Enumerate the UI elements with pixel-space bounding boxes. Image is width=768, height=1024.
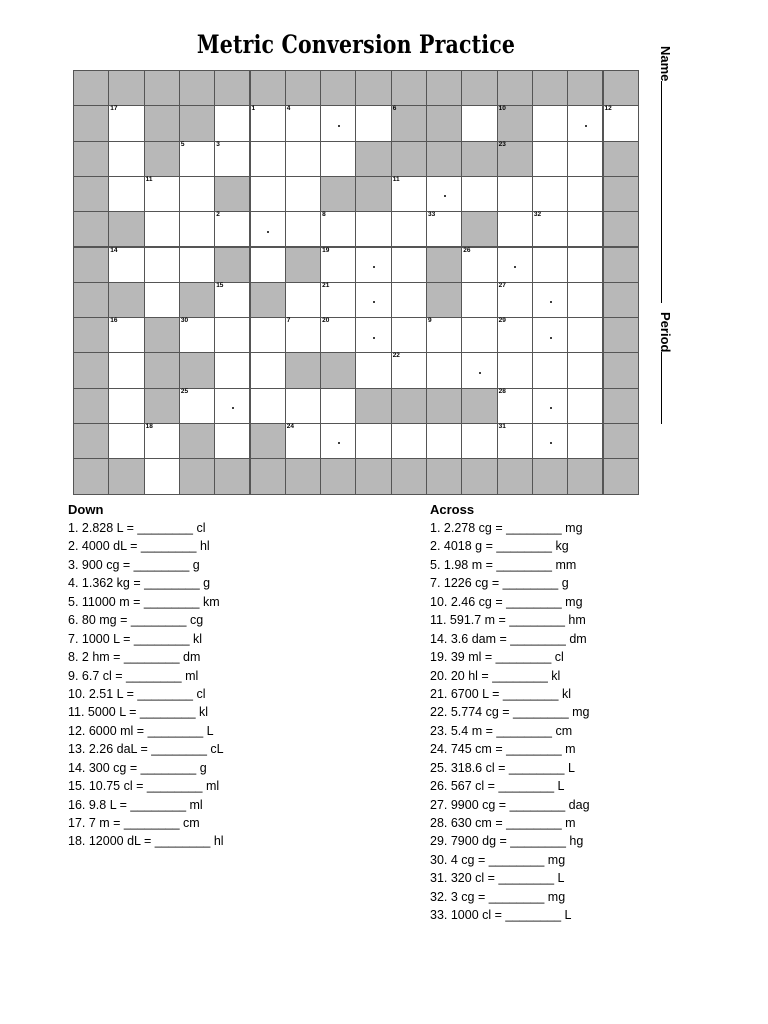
across-clue: 27. 9900 cg = ________ dag (430, 797, 590, 812)
clue-number: 1 (251, 105, 256, 113)
grid-cell-blocked (355, 388, 391, 424)
grid-cell-open[interactable] (144, 423, 180, 459)
grid-cell-blocked (214, 176, 250, 212)
grid-cell-blocked (73, 458, 109, 494)
grid-cell-blocked (179, 105, 215, 141)
clue-number: 27 (498, 281, 506, 289)
decimal-point (550, 301, 552, 303)
grid-cell-open[interactable] (214, 105, 250, 141)
down-clue: 10. 2.51 L = ________ cl (68, 686, 206, 701)
across-clue: 24. 745 cm = ________ m (430, 742, 576, 757)
grid-cell-blocked (603, 423, 639, 459)
clue-number: 28 (498, 387, 506, 395)
grid-cell-open[interactable] (426, 211, 462, 247)
grid-cell-open[interactable] (250, 352, 286, 388)
grid-cell-blocked (320, 176, 356, 212)
down-clue: 13. 2.26 daL = ________ cL (68, 742, 224, 757)
grid-cell-open[interactable] (320, 388, 356, 424)
down-clue: 5. 11000 m = ________ km (68, 594, 220, 609)
period-field[interactable] (658, 312, 673, 424)
grid-cell-open[interactable] (567, 282, 603, 318)
grid-cell-blocked (497, 105, 533, 141)
grid-cell-blocked (532, 70, 568, 106)
clue-number: 32 (533, 211, 542, 219)
grid-cell-blocked (285, 458, 321, 494)
grid-cell-blocked (567, 458, 603, 494)
across-clue: 7. 1226 cg = ________ g (430, 576, 569, 591)
clue-number: 11 (145, 175, 153, 183)
grid-cell-blocked (391, 105, 427, 141)
grid-cell-blocked (108, 282, 144, 318)
grid-cell-open[interactable] (497, 211, 533, 247)
grid-cell-open[interactable] (108, 317, 144, 353)
grid-cell-open[interactable] (567, 211, 603, 247)
down-clue: 2. 4000 dL = ________ hl (68, 539, 210, 554)
clue-number: 2 (216, 211, 220, 219)
across-clue-list (430, 519, 590, 925)
grid-cell-open[interactable] (214, 211, 250, 247)
grid-cell-open[interactable] (532, 423, 568, 459)
grid-cell-open[interactable] (285, 388, 321, 424)
grid-cell-blocked (603, 247, 639, 283)
grid-cell-blocked (214, 247, 250, 283)
grid-cell-open[interactable] (355, 105, 391, 141)
clue-number: 10 (498, 105, 506, 113)
across-clue: 19. 39 ml = ________ cl (430, 650, 564, 665)
across-clue: 5. 1.98 m = ________ mm (430, 557, 577, 572)
across-clue: 22. 5.774 cg = ________ mg (430, 705, 590, 720)
grid-cell-open[interactable] (214, 423, 250, 459)
clue-number: 7 (286, 317, 291, 325)
clue-number: 11 (392, 175, 400, 183)
grid-cell-blocked (497, 458, 533, 494)
grid-cell-blocked (144, 105, 180, 141)
across-clue: 11. 591.7 m = ________ hm (430, 613, 586, 628)
clue-number: 6 (392, 105, 397, 113)
grid-cell-blocked (426, 70, 462, 106)
grid-cell-open[interactable] (250, 211, 286, 247)
grid-cell-open[interactable] (532, 247, 568, 283)
clue-number: 15 (216, 281, 224, 289)
down-clue: 14. 300 cg = ________ g (68, 760, 207, 775)
grid-cell-blocked (214, 458, 250, 494)
grid-cell-blocked (426, 458, 462, 494)
grid-cell-open[interactable] (108, 352, 144, 388)
grid-cell-open[interactable] (461, 282, 497, 318)
decimal-point (338, 442, 340, 444)
grid-cell-open[interactable] (179, 141, 215, 177)
grid-cell-blocked (426, 105, 462, 141)
grid-cell-blocked (250, 282, 286, 318)
clue-number: 23 (498, 140, 506, 148)
grid-cell-blocked (144, 352, 180, 388)
grid-cell-open[interactable] (320, 211, 356, 247)
grid-cell-blocked (426, 141, 462, 177)
grid-cell-blocked (179, 70, 215, 106)
grid-cell-open[interactable] (179, 388, 215, 424)
grid-cell-blocked (73, 352, 109, 388)
grid-cell-blocked (214, 70, 250, 106)
down-clue: 4. 1.362 kg = ________ g (68, 576, 211, 591)
grid-cell-blocked (603, 388, 639, 424)
grid-cell-open[interactable] (461, 423, 497, 459)
decimal-point (550, 442, 552, 444)
decimal-point (267, 231, 269, 233)
clue-number: 4 (286, 105, 291, 113)
period-label: Period (658, 312, 673, 353)
grid-cell-blocked (391, 141, 427, 177)
grid-cell-open[interactable] (532, 388, 568, 424)
grid-cell-blocked (285, 352, 321, 388)
grid-cell-open[interactable] (179, 211, 215, 247)
grid-cell-open[interactable] (179, 317, 215, 353)
grid-cell-open[interactable] (497, 317, 533, 353)
grid-cell-blocked (73, 176, 109, 212)
grid-cell-blocked (108, 70, 144, 106)
across-clue: 2. 4018 g = ________ kg (430, 539, 569, 554)
grid-cell-open[interactable] (108, 176, 144, 212)
across-clue: 10. 2.46 cg = ________ mg (430, 594, 583, 609)
grid-cell-open[interactable] (391, 282, 427, 318)
grid-cell-blocked (603, 176, 639, 212)
grid-cell-open[interactable] (285, 423, 321, 459)
grid-cell-blocked (179, 423, 215, 459)
grid-cell-open[interactable] (320, 105, 356, 141)
decimal-point (232, 407, 234, 409)
grid-cell-open[interactable] (391, 211, 427, 247)
grid-cell-open[interactable] (214, 352, 250, 388)
grid-cell-open[interactable] (320, 247, 356, 283)
grid-cell-open[interactable] (497, 388, 533, 424)
grid-cell-blocked (250, 458, 286, 494)
down-clue: 6. 80 mg = ________ cg (68, 613, 204, 628)
grid-cell-open[interactable] (179, 247, 215, 283)
down-clue: 12. 6000 ml = ________ L (68, 723, 214, 738)
down-heading: Down (68, 502, 104, 517)
grid-cell-blocked (461, 458, 497, 494)
across-clue: 29. 7900 dg = ________ hg (430, 834, 584, 849)
grid-cell-open[interactable] (285, 317, 321, 353)
grid-cell-blocked (144, 141, 180, 177)
grid-cell-blocked (355, 141, 391, 177)
down-clue: 16. 9.8 L = ________ ml (68, 797, 203, 812)
grid-cell-open[interactable] (250, 388, 286, 424)
grid-cell-blocked (144, 317, 180, 353)
across-clue: 14. 3.6 dam = ________ dm (430, 631, 587, 646)
grid-cell-blocked (179, 458, 215, 494)
name-label: Name (658, 46, 673, 82)
decimal-point (550, 337, 552, 339)
down-clue: 3. 900 cg = ________ g (68, 557, 200, 572)
grid-cell-blocked (73, 317, 109, 353)
grid-cell-open[interactable] (355, 211, 391, 247)
grid-cell-open[interactable] (144, 247, 180, 283)
grid-cell-blocked (426, 282, 462, 318)
grid-cell-open[interactable] (391, 352, 427, 388)
clue-number: 18 (145, 423, 153, 430)
grid-cell-open[interactable] (567, 388, 603, 424)
grid-cell-blocked (461, 211, 497, 247)
clue-number: 25 (180, 387, 189, 395)
across-clue: 1. 2.278 cg = ________ mg (430, 521, 583, 535)
clue-number: 20 (322, 317, 330, 325)
grid-cell-open[interactable] (285, 105, 321, 141)
grid-cell-blocked (108, 211, 144, 247)
grid-cell-blocked (426, 388, 462, 424)
grid-cell-open[interactable] (497, 282, 533, 318)
grid-cell-blocked (320, 352, 356, 388)
grid-cell-open[interactable] (250, 105, 286, 141)
across-clue: 33. 1000 cl = ________ L (430, 908, 572, 923)
grid-cell-blocked (497, 70, 533, 106)
across-clue: 25. 318.6 cl = ________ L (430, 760, 575, 775)
grid-cell-open[interactable] (144, 176, 180, 212)
grid-cell-open[interactable] (567, 105, 603, 141)
clue-number: 12 (604, 105, 612, 113)
grid-cell-blocked (285, 247, 321, 283)
grid-cell-blocked (73, 282, 109, 318)
grid-cell-blocked (73, 105, 109, 141)
down-clue: 7. 1000 L = ________ kl (68, 631, 203, 646)
grid-cell-blocked (391, 70, 427, 106)
grid-cell-open[interactable] (355, 282, 391, 318)
grid-cell-open[interactable] (532, 282, 568, 318)
grid-cell-blocked (73, 388, 109, 424)
grid-cell-open[interactable] (532, 352, 568, 388)
decimal-point (373, 301, 375, 303)
decimal-point (444, 195, 446, 197)
grid-cell-open[interactable] (567, 352, 603, 388)
grid-cell-open[interactable] (214, 282, 250, 318)
crossword-grid (73, 70, 638, 494)
name-field[interactable] (658, 46, 673, 303)
clue-number: 30 (180, 317, 189, 325)
grid-cell-open[interactable] (214, 141, 250, 177)
grid-cell-open[interactable] (461, 247, 497, 283)
grid-cell-open[interactable] (108, 105, 144, 141)
grid-cell-open[interactable] (426, 176, 462, 212)
grid-cell-blocked (567, 70, 603, 106)
clue-number: 17 (110, 105, 118, 113)
grid-cell-open[interactable] (320, 317, 356, 353)
grid-cell-blocked (461, 141, 497, 177)
grid-cell-open[interactable] (567, 247, 603, 283)
grid-cell-open[interactable] (144, 282, 180, 318)
clue-number: 5 (180, 140, 185, 148)
clue-number: 24 (286, 423, 295, 430)
grid-cell-open[interactable] (285, 282, 321, 318)
grid-cell-open[interactable] (497, 352, 533, 388)
grid-cell-open[interactable] (250, 247, 286, 283)
grid-cell-open[interactable] (391, 317, 427, 353)
grid-cell-blocked (250, 70, 286, 106)
grid-cell-blocked (426, 247, 462, 283)
grid-cell-open[interactable] (108, 141, 144, 177)
clue-number: 22 (392, 352, 400, 360)
grid-cell-open[interactable] (461, 176, 497, 212)
grid-cell-open[interactable] (461, 352, 497, 388)
grid-cell-blocked (391, 458, 427, 494)
clue-number: 16 (110, 317, 118, 325)
across-clue: 31. 320 cl = ________ L (430, 871, 565, 886)
decimal-point (514, 266, 516, 268)
grid-cell-open[interactable] (285, 141, 321, 177)
across-clue: 21. 6700 L = ________ kl (430, 686, 571, 701)
grid-cell-open[interactable] (250, 176, 286, 212)
grid-cell-blocked (250, 423, 286, 459)
grid-cell-blocked (603, 282, 639, 318)
grid-cell-blocked (603, 141, 639, 177)
grid-cell-blocked (73, 423, 109, 459)
decimal-point (373, 266, 375, 268)
decimal-point (479, 372, 481, 374)
grid-cell-open[interactable] (567, 317, 603, 353)
across-clue: 30. 4 cg = ________ mg (430, 852, 566, 867)
grid-cell-open[interactable] (285, 211, 321, 247)
grid-cell-open[interactable] (532, 211, 568, 247)
grid-cell-blocked (144, 388, 180, 424)
across-heading: Across (430, 502, 475, 517)
grid-cell-open[interactable] (426, 423, 462, 459)
grid-cell-blocked (603, 317, 639, 353)
grid-cell-blocked (73, 247, 109, 283)
across-clue: 23. 5.4 m = ________ cm (430, 723, 573, 738)
grid-cell-blocked (73, 211, 109, 247)
grid-cell-blocked (603, 352, 639, 388)
grid-cell-blocked (144, 70, 180, 106)
grid-cell-blocked (73, 70, 109, 106)
grid-cell-blocked (355, 458, 391, 494)
grid-cell-blocked (179, 282, 215, 318)
grid-cell-blocked (532, 458, 568, 494)
down-clue: 15. 10.75 cl = ________ ml (68, 779, 220, 794)
grid-cell-open[interactable] (355, 247, 391, 283)
grid-cell-open[interactable] (532, 176, 568, 212)
grid-cell-open[interactable] (461, 105, 497, 141)
grid-cell-open[interactable] (391, 176, 427, 212)
across-clue: 32. 3 cg = ________ mg (430, 889, 566, 904)
grid-cell-open[interactable] (391, 247, 427, 283)
grid-cell-open[interactable] (355, 317, 391, 353)
across-clue: 28. 630 cm = ________ m (430, 816, 576, 830)
grid-cell-open[interactable] (461, 317, 497, 353)
grid-cell-open[interactable] (179, 176, 215, 212)
grid-cell-blocked (461, 388, 497, 424)
down-clue: 9. 6.7 cl = ________ ml (68, 668, 199, 683)
grid-cell-open[interactable] (214, 388, 250, 424)
grid-cell-blocked (179, 352, 215, 388)
across-clue: 20. 20 hl = ________ kl (430, 668, 561, 683)
grid-cell-open[interactable] (320, 423, 356, 459)
clue-number: 29 (498, 317, 506, 325)
clue-number: 3 (216, 140, 220, 148)
grid-cell-open[interactable] (426, 317, 462, 353)
clue-number: 9 (428, 317, 432, 325)
grid-cell-open[interactable] (285, 176, 321, 212)
clue-number: 19 (322, 246, 330, 254)
grid-cell-open[interactable] (320, 141, 356, 177)
grid-cell-open[interactable] (214, 317, 250, 353)
grid-cell-open[interactable] (108, 423, 144, 459)
down-clue: 18. 12000 dL = ________ hl (68, 834, 224, 849)
name-line (661, 81, 662, 303)
down-clue: 11. 5000 L = ________ kl (68, 705, 209, 720)
grid-cell-open[interactable] (497, 423, 533, 459)
grid-cell-blocked (603, 211, 639, 247)
grid-cell-open[interactable] (497, 176, 533, 212)
across-clue: 26. 567 cl = ________ L (430, 779, 565, 794)
clue-number: 26 (463, 246, 471, 254)
grid-cell-open[interactable] (355, 352, 391, 388)
clue-number: 31 (498, 423, 506, 430)
grid-cell-open[interactable] (108, 388, 144, 424)
clue-number: 33 (428, 211, 436, 219)
grid-cell-open[interactable] (532, 317, 568, 353)
grid-cell-blocked (497, 141, 533, 177)
grid-cell-blocked (603, 458, 639, 494)
clue-number: 14 (110, 246, 118, 254)
grid-cell-blocked (320, 458, 356, 494)
grid-cell-open[interactable] (108, 247, 144, 283)
down-clue: 17. 7 m = ________ cm (68, 816, 200, 830)
grid-cell-open[interactable] (532, 105, 568, 141)
grid-cell-open[interactable] (391, 423, 427, 459)
clue-number: 21 (322, 281, 330, 289)
grid-cell-open[interactable] (567, 176, 603, 212)
grid-cell-open[interactable] (250, 317, 286, 353)
grid-cell-open[interactable] (567, 141, 603, 177)
grid-cell-blocked (73, 141, 109, 177)
period-line (661, 352, 662, 424)
grid-cell-blocked (320, 70, 356, 106)
grid-cell-open[interactable] (250, 141, 286, 177)
decimal-point (585, 125, 587, 127)
grid-cell-open[interactable] (320, 282, 356, 318)
grid-cell-open[interactable] (532, 141, 568, 177)
grid-cell-blocked (355, 70, 391, 106)
decimal-point (550, 407, 552, 409)
grid-cell-blocked (108, 458, 144, 494)
page-title: Metric Conversion Practice (196, 30, 516, 59)
grid-cell-open[interactable] (144, 458, 180, 494)
down-clue-list (68, 519, 224, 851)
grid-cell-blocked (355, 176, 391, 212)
grid-cell-open[interactable] (144, 211, 180, 247)
grid-cell-open[interactable] (426, 352, 462, 388)
decimal-point (338, 125, 340, 127)
grid-cell-blocked (391, 388, 427, 424)
grid-cell-open[interactable] (567, 423, 603, 459)
down-clue: 1. 2.828 L = ________ cl (68, 521, 206, 535)
grid-cell-open[interactable] (497, 247, 533, 283)
grid-cell-open[interactable] (355, 423, 391, 459)
grid-cell-blocked (603, 70, 639, 106)
down-clue: 8. 2 hm = ________ dm (68, 650, 201, 665)
grid-cell-open[interactable] (603, 105, 639, 141)
grid-cell-blocked (461, 70, 497, 106)
clue-number: 8 (322, 211, 326, 219)
grid-cell-blocked (285, 70, 321, 106)
decimal-point (373, 337, 375, 339)
